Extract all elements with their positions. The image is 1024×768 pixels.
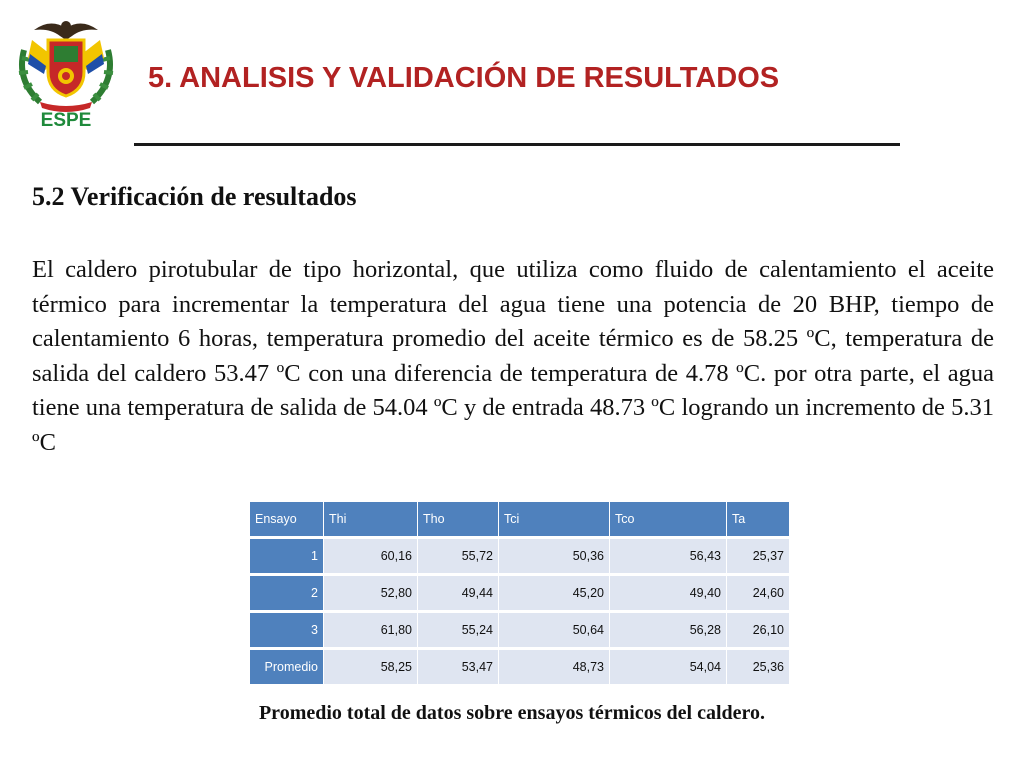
table-row bbox=[250, 612, 790, 649]
results-table bbox=[250, 502, 790, 687]
column-header-ensayo: Ensayo bbox=[250, 502, 324, 538]
slide-title: 5. ANALISIS Y VALIDACIÓN DE RESULTADOS bbox=[148, 62, 780, 94]
table-cell: 49,40 bbox=[610, 575, 727, 612]
table-cell: 50,36 bbox=[499, 538, 610, 575]
table-cell: 54,04 bbox=[610, 649, 727, 686]
section-heading: 5.2 Verificación de resultados bbox=[32, 182, 357, 211]
row-label: Promedio bbox=[250, 649, 324, 686]
table-caption: Promedio total de datos sobre ensayos térmicos del caldero. bbox=[258, 702, 766, 724]
body-paragraph: El caldero pirotubular de tipo horizontal, que utiliza como fluido de calentamiento el aceite térmico para incrementar la temperatura del agua tiene una potencia de 20 BHP, tiempo de calentamiento 6 horas, temperatura promedio del aceite térmico es de 58.25 ºC, temperatura de salida del caldero 53.47 ºC con una diferencia de temperatura de 4.78 ºC. por otra parte, el agua tiene una temperatura de salida de 54.04 ºC y de entrada 48.73 ºC logrando un incremento de 5.31 ºC bbox=[32, 256, 994, 456]
table-cell: 52,80 bbox=[324, 575, 418, 612]
table-row bbox=[250, 575, 790, 612]
column-header-tci: Tci bbox=[499, 502, 610, 538]
table-header-row bbox=[250, 502, 790, 538]
column-header-thi: Thi bbox=[324, 502, 418, 538]
table-cell: 49,44 bbox=[418, 575, 499, 612]
table-cell: 24,60 bbox=[727, 575, 790, 612]
table-cell: 60,16 bbox=[324, 538, 418, 575]
row-label: 2 bbox=[250, 575, 324, 612]
table-cell: 45,20 bbox=[499, 575, 610, 612]
logo-label: ESPE bbox=[40, 110, 92, 131]
title-divider bbox=[134, 143, 900, 146]
column-header-tco: Tco bbox=[610, 502, 727, 538]
table-cell: 26,10 bbox=[727, 612, 790, 649]
table-cell: 55,72 bbox=[418, 538, 499, 575]
espe-coat-of-arms-icon bbox=[10, 10, 122, 114]
table-cell: 48,73 bbox=[499, 649, 610, 686]
table-cell: 61,80 bbox=[324, 612, 418, 649]
table-cell: 56,28 bbox=[610, 612, 727, 649]
table-cell: 25,36 bbox=[727, 649, 790, 686]
table-cell: 53,47 bbox=[418, 649, 499, 686]
table-row bbox=[250, 538, 790, 575]
table-cell: 55,24 bbox=[418, 612, 499, 649]
column-header-tho: Tho bbox=[418, 502, 499, 538]
row-label: 1 bbox=[250, 538, 324, 575]
table-cell: 25,37 bbox=[727, 538, 790, 575]
column-header-ta: Ta bbox=[727, 502, 790, 538]
table-cell: 56,43 bbox=[610, 538, 727, 575]
table-cell: 58,25 bbox=[324, 649, 418, 686]
table-row-average bbox=[250, 649, 790, 686]
row-label: 3 bbox=[250, 612, 324, 649]
table-cell: 50,64 bbox=[499, 612, 610, 649]
espe-logo bbox=[10, 10, 122, 134]
